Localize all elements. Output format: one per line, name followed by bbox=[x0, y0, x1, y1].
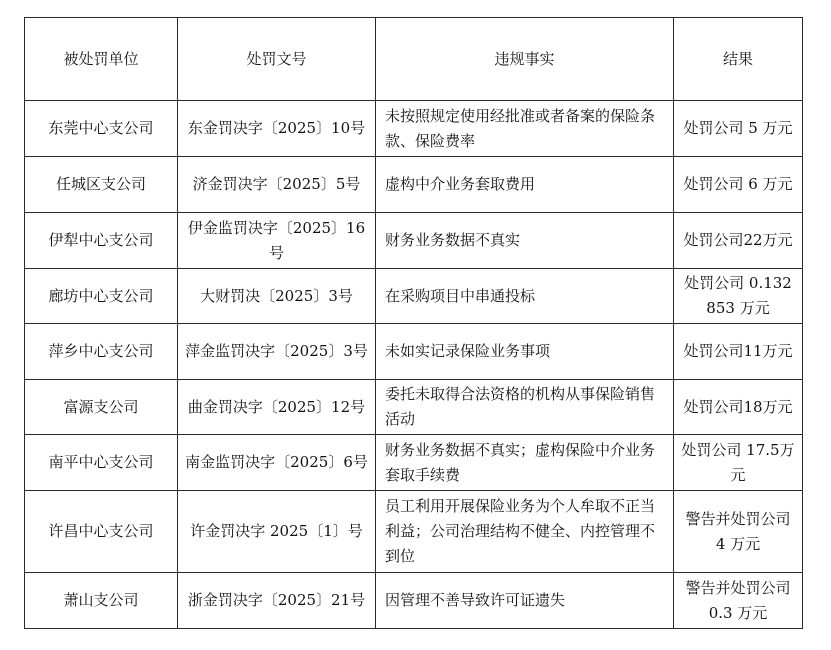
cell-unit: 伊犁中心支公司 bbox=[25, 213, 178, 269]
cell-doc-number: 大财罚决〔2025〕3号 bbox=[178, 269, 376, 324]
table-row bbox=[25, 435, 803, 491]
table-row bbox=[25, 157, 803, 213]
cell-result: 处罚公司18万元 bbox=[674, 380, 803, 435]
header-doc-number: 处罚文号 bbox=[178, 18, 376, 101]
cell-unit: 富源支公司 bbox=[25, 380, 178, 435]
cell-violation-fact: 员工利用开展保险业务为个人牟取不正当利益；公司治理结构不健全、内控管理不到位 bbox=[376, 491, 674, 573]
cell-violation-fact: 未如实记录保险业务事项 bbox=[376, 324, 674, 380]
cell-doc-number: 曲金罚决字〔2025〕12号 bbox=[178, 380, 376, 435]
header-violation-fact: 违规事实 bbox=[376, 18, 674, 101]
header-unit: 被处罚单位 bbox=[25, 18, 178, 101]
cell-violation-fact: 因管理不善导致许可证遗失 bbox=[376, 573, 674, 629]
cell-doc-number: 许金罚决字 2025〔1〕号 bbox=[178, 491, 376, 573]
table-row bbox=[25, 269, 803, 324]
cell-unit: 萍乡中心支公司 bbox=[25, 324, 178, 380]
cell-result: 处罚公司 17.5万元 bbox=[674, 435, 803, 491]
cell-result: 警告并处罚公司 0.3 万元 bbox=[674, 573, 803, 629]
cell-doc-number: 伊金监罚决字〔2025〕16号 bbox=[178, 213, 376, 269]
cell-violation-fact: 委托未取得合法资格的机构从事保险销售活动 bbox=[376, 380, 674, 435]
cell-violation-fact: 财务业务数据不真实 bbox=[376, 213, 674, 269]
cell-result: 警告并处罚公司 4 万元 bbox=[674, 491, 803, 573]
table-row bbox=[25, 491, 803, 573]
cell-doc-number: 浙金罚决字〔2025〕21号 bbox=[178, 573, 376, 629]
cell-violation-fact: 在采购项目中串通投标 bbox=[376, 269, 674, 324]
cell-unit: 萧山支公司 bbox=[25, 573, 178, 629]
cell-violation-fact: 虚构中介业务套取费用 bbox=[376, 157, 674, 213]
cell-unit: 任城区支公司 bbox=[25, 157, 178, 213]
penalty-table bbox=[24, 17, 803, 629]
cell-result: 处罚公司 5 万元 bbox=[674, 101, 803, 157]
cell-result: 处罚公司 6 万元 bbox=[674, 157, 803, 213]
cell-doc-number: 萍金监罚决字〔2025〕3号 bbox=[178, 324, 376, 380]
table-row bbox=[25, 213, 803, 269]
table-row bbox=[25, 380, 803, 435]
table-row bbox=[25, 573, 803, 629]
cell-unit: 南平中心支公司 bbox=[25, 435, 178, 491]
cell-unit: 许昌中心支公司 bbox=[25, 491, 178, 573]
cell-doc-number: 济金罚决字〔2025〕5号 bbox=[178, 157, 376, 213]
cell-violation-fact: 财务业务数据不真实；虚构保险中介业务套取手续费 bbox=[376, 435, 674, 491]
cell-result: 处罚公司 0.132853 万元 bbox=[674, 269, 803, 324]
cell-unit: 东莞中心支公司 bbox=[25, 101, 178, 157]
header-row bbox=[25, 18, 803, 101]
cell-doc-number: 南金监罚决字〔2025〕6号 bbox=[178, 435, 376, 491]
table-row bbox=[25, 101, 803, 157]
cell-unit: 廊坊中心支公司 bbox=[25, 269, 178, 324]
cell-violation-fact: 未按照规定使用经批准或者备案的保险条款、保险费率 bbox=[376, 101, 674, 157]
header-result: 结果 bbox=[674, 18, 803, 101]
cell-result: 处罚公司22万元 bbox=[674, 213, 803, 269]
cell-result: 处罚公司11万元 bbox=[674, 324, 803, 380]
cell-doc-number: 东金罚决字〔2025〕10号 bbox=[178, 101, 376, 157]
table-row bbox=[25, 324, 803, 380]
